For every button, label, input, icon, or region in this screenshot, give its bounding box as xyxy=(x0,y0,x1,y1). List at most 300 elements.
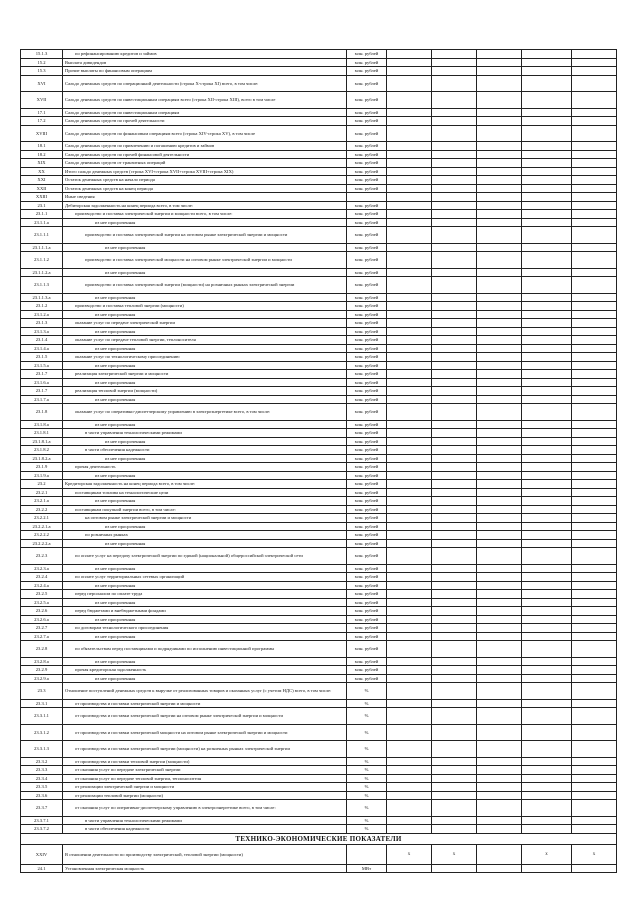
value-cell xyxy=(522,590,572,599)
row-label: на оптовом рынке электрической энергии и мощности xyxy=(63,514,347,523)
row-code: 23.1.8.а xyxy=(21,420,63,429)
row-label: от производства и поставки электрической энергии и мощности xyxy=(63,699,347,708)
row-code: 23.3.7 xyxy=(21,800,63,817)
row-unit: % xyxy=(347,816,387,825)
row-code: 18.2 xyxy=(21,150,63,159)
value-cell xyxy=(477,361,522,370)
value-cell xyxy=(387,117,432,126)
table-row xyxy=(21,310,617,319)
row-code: 23.2.4 xyxy=(21,573,63,582)
row-code: 23.2.8 xyxy=(21,641,63,658)
value-cell xyxy=(387,142,432,151)
value-cell xyxy=(477,117,522,126)
row-code: 23.2 xyxy=(21,480,63,489)
table-row xyxy=(21,598,617,607)
value-cell xyxy=(477,336,522,345)
value-cell xyxy=(572,800,617,817)
row-unit: % xyxy=(347,800,387,817)
value-cell xyxy=(432,327,477,336)
value-cell xyxy=(522,548,572,565)
value-cell xyxy=(432,277,477,294)
row-code: 23.2.3 xyxy=(21,548,63,565)
value-cell xyxy=(477,590,522,599)
row-label: по розничных рынках xyxy=(63,531,347,540)
value-cell xyxy=(572,708,617,725)
row-label: Отношение поступлений денежных средств к выручке от реализованных товаров и оказанных услуг (с учетом НДС) всего, в том числе: xyxy=(63,683,347,700)
value-cell xyxy=(387,766,432,775)
row-label: производство и поставка электрической энергии (мощности) на розничных рынках электрической энергии xyxy=(63,277,347,294)
value-cell xyxy=(572,344,617,353)
tech-section xyxy=(21,833,617,873)
row-mark: x xyxy=(572,844,617,864)
row-unit: % xyxy=(347,757,387,766)
row-unit: млн. рублей xyxy=(347,641,387,658)
table-row xyxy=(21,344,617,353)
value-cell xyxy=(572,607,617,616)
value-cell xyxy=(572,353,617,362)
value-cell xyxy=(522,657,572,666)
row-label: Остаток денежных средств на конец периода xyxy=(63,184,347,193)
value-cell xyxy=(572,632,617,641)
value-cell xyxy=(572,125,617,142)
value-cell xyxy=(477,666,522,675)
value-cell xyxy=(572,581,617,590)
value-cell xyxy=(477,201,522,210)
row-unit: млн. рублей xyxy=(347,117,387,126)
value-cell xyxy=(477,58,522,67)
value-cell xyxy=(477,581,522,590)
row-unit: % xyxy=(347,741,387,758)
row-label: из нее просроченная xyxy=(63,471,347,480)
row-mark xyxy=(477,844,522,864)
value-cell xyxy=(432,361,477,370)
value-cell xyxy=(522,514,572,523)
value-cell xyxy=(432,724,477,741)
row-label: из нее просроченная xyxy=(63,522,347,531)
value-cell xyxy=(522,573,572,582)
value-cell xyxy=(387,268,432,277)
row-code: 23.1.9.а xyxy=(21,471,63,480)
value-cell xyxy=(477,641,522,658)
row-mark: x xyxy=(522,844,572,864)
value-cell xyxy=(387,420,432,429)
value-cell xyxy=(477,514,522,523)
value-cell xyxy=(477,548,522,565)
row-code: 23.1.2 xyxy=(21,302,63,311)
row-code: 23.1.8.2 xyxy=(21,446,63,455)
value-cell xyxy=(432,404,477,421)
value-cell xyxy=(387,218,432,227)
row-unit: млн. рублей xyxy=(347,218,387,227)
row-code: 23.1.1.а xyxy=(21,218,63,227)
value-cell xyxy=(572,429,617,438)
table-row xyxy=(21,268,617,277)
table-row xyxy=(21,395,617,404)
value-cell xyxy=(387,724,432,741)
value-cell xyxy=(387,201,432,210)
value-cell xyxy=(477,800,522,817)
row-unit: % xyxy=(347,683,387,700)
value-cell xyxy=(477,125,522,142)
value-cell xyxy=(387,548,432,565)
table-row xyxy=(21,766,617,775)
row-unit: % xyxy=(347,774,387,783)
value-cell xyxy=(477,252,522,269)
value-cell xyxy=(477,404,522,421)
row-label: по рефинансированию кредитов и займов xyxy=(63,50,347,59)
row-label: из нее просроченная xyxy=(63,243,347,252)
value-cell xyxy=(572,319,617,328)
value-cell xyxy=(432,564,477,573)
value-cell xyxy=(572,573,617,582)
value-cell xyxy=(432,624,477,633)
value-cell xyxy=(387,480,432,489)
value-cell xyxy=(522,125,572,142)
value-cell xyxy=(432,548,477,565)
value-cell xyxy=(522,310,572,319)
value-cell xyxy=(572,210,617,219)
value-cell xyxy=(572,327,617,336)
row-unit: млн. рублей xyxy=(347,522,387,531)
row-unit: млн. рублей xyxy=(347,657,387,666)
value-cell xyxy=(522,741,572,758)
row-unit: млн. рублей xyxy=(347,429,387,438)
value-cell xyxy=(522,429,572,438)
row-unit: млн. рублей xyxy=(347,420,387,429)
value-cell xyxy=(387,624,432,633)
row-unit: млн. рублей xyxy=(347,624,387,633)
row-code: 23.1.7 xyxy=(21,387,63,396)
row-label: поставщикам топлива на технологические цели xyxy=(63,488,347,497)
row-code: XXII xyxy=(21,184,63,193)
value-cell xyxy=(387,674,432,683)
table-row xyxy=(21,471,617,480)
value-cell xyxy=(522,757,572,766)
value-cell xyxy=(572,404,617,421)
value-cell xyxy=(387,327,432,336)
value-cell xyxy=(572,615,617,624)
value-cell xyxy=(477,75,522,92)
row-mark: x xyxy=(387,844,432,864)
value-cell xyxy=(522,293,572,302)
table-row xyxy=(21,92,617,109)
value-cell xyxy=(432,75,477,92)
value-cell xyxy=(432,336,477,345)
value-cell xyxy=(432,268,477,277)
value-cell xyxy=(387,108,432,117)
value-cell xyxy=(572,370,617,379)
value-cell xyxy=(477,791,522,800)
table-row xyxy=(21,319,617,328)
value-cell xyxy=(432,67,477,76)
row-unit: МВт xyxy=(347,864,387,873)
value-cell xyxy=(522,708,572,725)
value-cell xyxy=(432,757,477,766)
value-cell xyxy=(387,344,432,353)
row-label: Сальдо денежных средств по прочей деятельности xyxy=(63,117,347,126)
value-cell xyxy=(522,142,572,151)
table-row xyxy=(21,573,617,582)
table-row xyxy=(21,590,617,599)
row-unit: млн. рублей xyxy=(347,108,387,117)
value-cell xyxy=(387,58,432,67)
row-unit: млн. рублей xyxy=(347,67,387,76)
table-row xyxy=(21,108,617,117)
value-cell xyxy=(477,193,522,202)
row-code: 15.2 xyxy=(21,58,63,67)
value-cell xyxy=(477,327,522,336)
row-label: оказание услуг по передаче электрической энергии xyxy=(63,319,347,328)
value-cell xyxy=(522,783,572,792)
value-cell xyxy=(572,791,617,800)
row-label: реализация тепловой энергии (мощности) xyxy=(63,387,347,396)
row-label: по обязательствам перед поставщиками и подрядчиками по исполнению инвестиционной программы xyxy=(63,641,347,658)
value-cell xyxy=(477,774,522,783)
value-cell xyxy=(432,437,477,446)
row-unit: млн. рублей xyxy=(347,548,387,565)
row-unit: млн. рублей xyxy=(347,590,387,599)
table-row xyxy=(21,666,617,675)
value-cell xyxy=(387,277,432,294)
value-cell xyxy=(477,480,522,489)
row-unit: млн. рублей xyxy=(347,378,387,387)
value-cell xyxy=(522,277,572,294)
value-cell xyxy=(387,825,432,834)
value-cell xyxy=(572,159,617,168)
row-label: Сальдо денежных средств по операционной деятельности (строка X-строка XI) всего, в том числе: xyxy=(63,75,347,92)
table-row xyxy=(21,624,617,633)
value-cell xyxy=(432,657,477,666)
value-cell xyxy=(432,159,477,168)
row-code: 15.1.3 xyxy=(21,50,63,59)
row-unit: млн. рублей xyxy=(347,319,387,328)
row-unit: млн. рублей xyxy=(347,437,387,446)
value-cell xyxy=(477,825,522,834)
row-code: 23.1.8.1.а xyxy=(21,437,63,446)
value-cell xyxy=(572,548,617,565)
row-code: XXIII xyxy=(21,193,63,202)
value-cell xyxy=(387,437,432,446)
value-cell xyxy=(387,497,432,506)
value-cell xyxy=(387,310,432,319)
value-cell xyxy=(387,176,432,185)
row-label: из нее просроченная xyxy=(63,310,347,319)
value-cell xyxy=(387,125,432,142)
row-label: от оказания услуг по передаче тепловой энергии, теплоносителя xyxy=(63,774,347,783)
row-code: 23.3.7.2 xyxy=(21,825,63,834)
row-code: 23.1.2.а xyxy=(21,310,63,319)
row-code: 23.1.9 xyxy=(21,463,63,472)
value-cell xyxy=(477,757,522,766)
row-unit: млн. рублей xyxy=(347,674,387,683)
table-row xyxy=(21,581,617,590)
value-cell xyxy=(432,800,477,817)
row-code: 23.1.1.2.а xyxy=(21,268,63,277)
row-unit: млн. рублей xyxy=(347,293,387,302)
value-cell xyxy=(387,800,432,817)
table-row xyxy=(21,125,617,142)
value-cell xyxy=(477,454,522,463)
table-row xyxy=(21,514,617,523)
value-cell xyxy=(387,708,432,725)
row-label: Сальдо денежных средств по инвестиционным операциям всего (строка XII-строка XIII), всего в том числе xyxy=(63,92,347,109)
value-cell xyxy=(387,539,432,548)
value-cell xyxy=(477,505,522,514)
row-label: из нее просроченная xyxy=(63,581,347,590)
value-cell xyxy=(522,184,572,193)
table-row xyxy=(21,361,617,370)
value-cell xyxy=(572,699,617,708)
row-unit: млн. рублей xyxy=(347,302,387,311)
row-unit: млн. рублей xyxy=(347,361,387,370)
row-code: XIX xyxy=(21,159,63,168)
row-label: от реализации тепловой энергии (мощности) xyxy=(63,791,347,800)
row-unit: млн. рублей xyxy=(347,480,387,489)
table-row xyxy=(21,429,617,438)
value-cell xyxy=(477,387,522,396)
row-code: XX xyxy=(21,167,63,176)
value-cell xyxy=(387,632,432,641)
value-cell xyxy=(387,791,432,800)
value-cell xyxy=(477,429,522,438)
row-unit: млн. рублей xyxy=(347,167,387,176)
row-code: 23.2.1 xyxy=(21,488,63,497)
value-cell xyxy=(387,159,432,168)
value-cell xyxy=(522,437,572,446)
value-cell xyxy=(387,370,432,379)
value-cell xyxy=(522,666,572,675)
value-cell xyxy=(477,564,522,573)
value-cell xyxy=(432,531,477,540)
value-cell xyxy=(522,75,572,92)
row-code: 23.2.9 xyxy=(21,666,63,675)
row-code: 17.1 xyxy=(21,108,63,117)
table-row xyxy=(21,201,617,210)
value-cell xyxy=(477,319,522,328)
table-body xyxy=(21,50,617,834)
value-cell xyxy=(477,783,522,792)
value-cell xyxy=(432,150,477,159)
value-cell xyxy=(522,319,572,328)
table-row xyxy=(21,58,617,67)
value-cell xyxy=(387,463,432,472)
value-cell xyxy=(432,395,477,404)
value-cell xyxy=(572,378,617,387)
row-label: в части обеспечения надежности xyxy=(63,446,347,455)
value-cell xyxy=(522,302,572,311)
value-cell xyxy=(522,159,572,168)
row-code: 23.1.5 xyxy=(21,353,63,362)
row-unit: млн. рублей xyxy=(347,210,387,219)
value-cell xyxy=(522,268,572,277)
row-unit: млн. рублей xyxy=(347,370,387,379)
row-label: из нее просроченная xyxy=(63,598,347,607)
value-cell xyxy=(432,310,477,319)
value-cell xyxy=(572,361,617,370)
section-header: ТЕХНИКО-ЭКОНОМИЧЕСКИЕ ПОКАЗАТЕЛИ xyxy=(21,833,617,844)
row-unit: млн. рублей xyxy=(347,201,387,210)
value-cell xyxy=(572,590,617,599)
value-cell xyxy=(432,210,477,219)
value-cell xyxy=(477,632,522,641)
value-cell xyxy=(432,816,477,825)
table-row xyxy=(21,302,617,311)
value-cell xyxy=(477,353,522,362)
value-cell xyxy=(522,724,572,741)
table-row xyxy=(21,539,617,548)
row-code: 23.1.6.а xyxy=(21,378,63,387)
table-row xyxy=(21,564,617,573)
row-label: оказание услуг по передаче тепловой энергии, теплоносителя xyxy=(63,336,347,345)
value-cell xyxy=(477,607,522,616)
value-cell xyxy=(572,193,617,202)
value-cell xyxy=(477,816,522,825)
value-cell xyxy=(572,641,617,658)
row-label: из нее просроченная xyxy=(63,454,347,463)
value-cell xyxy=(477,395,522,404)
value-cell xyxy=(572,437,617,446)
row-code: 18.1 xyxy=(21,142,63,151)
row-unit: % xyxy=(347,783,387,792)
value-cell xyxy=(387,293,432,302)
value-cell xyxy=(387,75,432,92)
value-cell xyxy=(572,741,617,758)
value-cell xyxy=(572,387,617,396)
value-cell xyxy=(572,117,617,126)
value-cell xyxy=(477,210,522,219)
value-cell xyxy=(572,598,617,607)
value-cell xyxy=(522,387,572,396)
row-label: Сальдо денежных средств от транзитных операций xyxy=(63,159,347,168)
value-cell xyxy=(432,514,477,523)
value-cell xyxy=(522,564,572,573)
row-unit: млн. рублей xyxy=(347,92,387,109)
table-row xyxy=(21,741,617,758)
value-cell xyxy=(432,683,477,700)
value-cell xyxy=(522,395,572,404)
value-cell xyxy=(572,293,617,302)
value-cell xyxy=(432,142,477,151)
table-row xyxy=(21,774,617,783)
row-label: по договорам технологического присоединения xyxy=(63,624,347,633)
value-cell xyxy=(432,446,477,455)
value-cell xyxy=(432,193,477,202)
row-unit: % xyxy=(347,724,387,741)
value-cell xyxy=(572,420,617,429)
row-code: 23.1.1.1.а xyxy=(21,243,63,252)
value-cell xyxy=(432,302,477,311)
row-label: Сальдо денежных средств по привлечению и погашению кредитов и займов xyxy=(63,142,347,151)
value-cell xyxy=(387,429,432,438)
value-cell xyxy=(387,699,432,708)
value-cell xyxy=(572,395,617,404)
value-cell xyxy=(572,674,617,683)
value-cell xyxy=(572,142,617,151)
value-cell xyxy=(477,674,522,683)
value-cell xyxy=(477,531,522,540)
row-code: XVI xyxy=(21,75,63,92)
row-code: XVIII xyxy=(21,125,63,142)
value-cell xyxy=(522,167,572,176)
value-cell xyxy=(572,724,617,741)
row-code: 23.2.9.а xyxy=(21,674,63,683)
value-cell xyxy=(432,92,477,109)
row-label: из нее просроченная xyxy=(63,420,347,429)
value-cell xyxy=(432,641,477,658)
row-label: прочая деятельность xyxy=(63,463,347,472)
row-code: 23.3.5 xyxy=(21,783,63,792)
row-label: Кредиторская задолженность на конец периода всего, в том числе: xyxy=(63,480,347,489)
